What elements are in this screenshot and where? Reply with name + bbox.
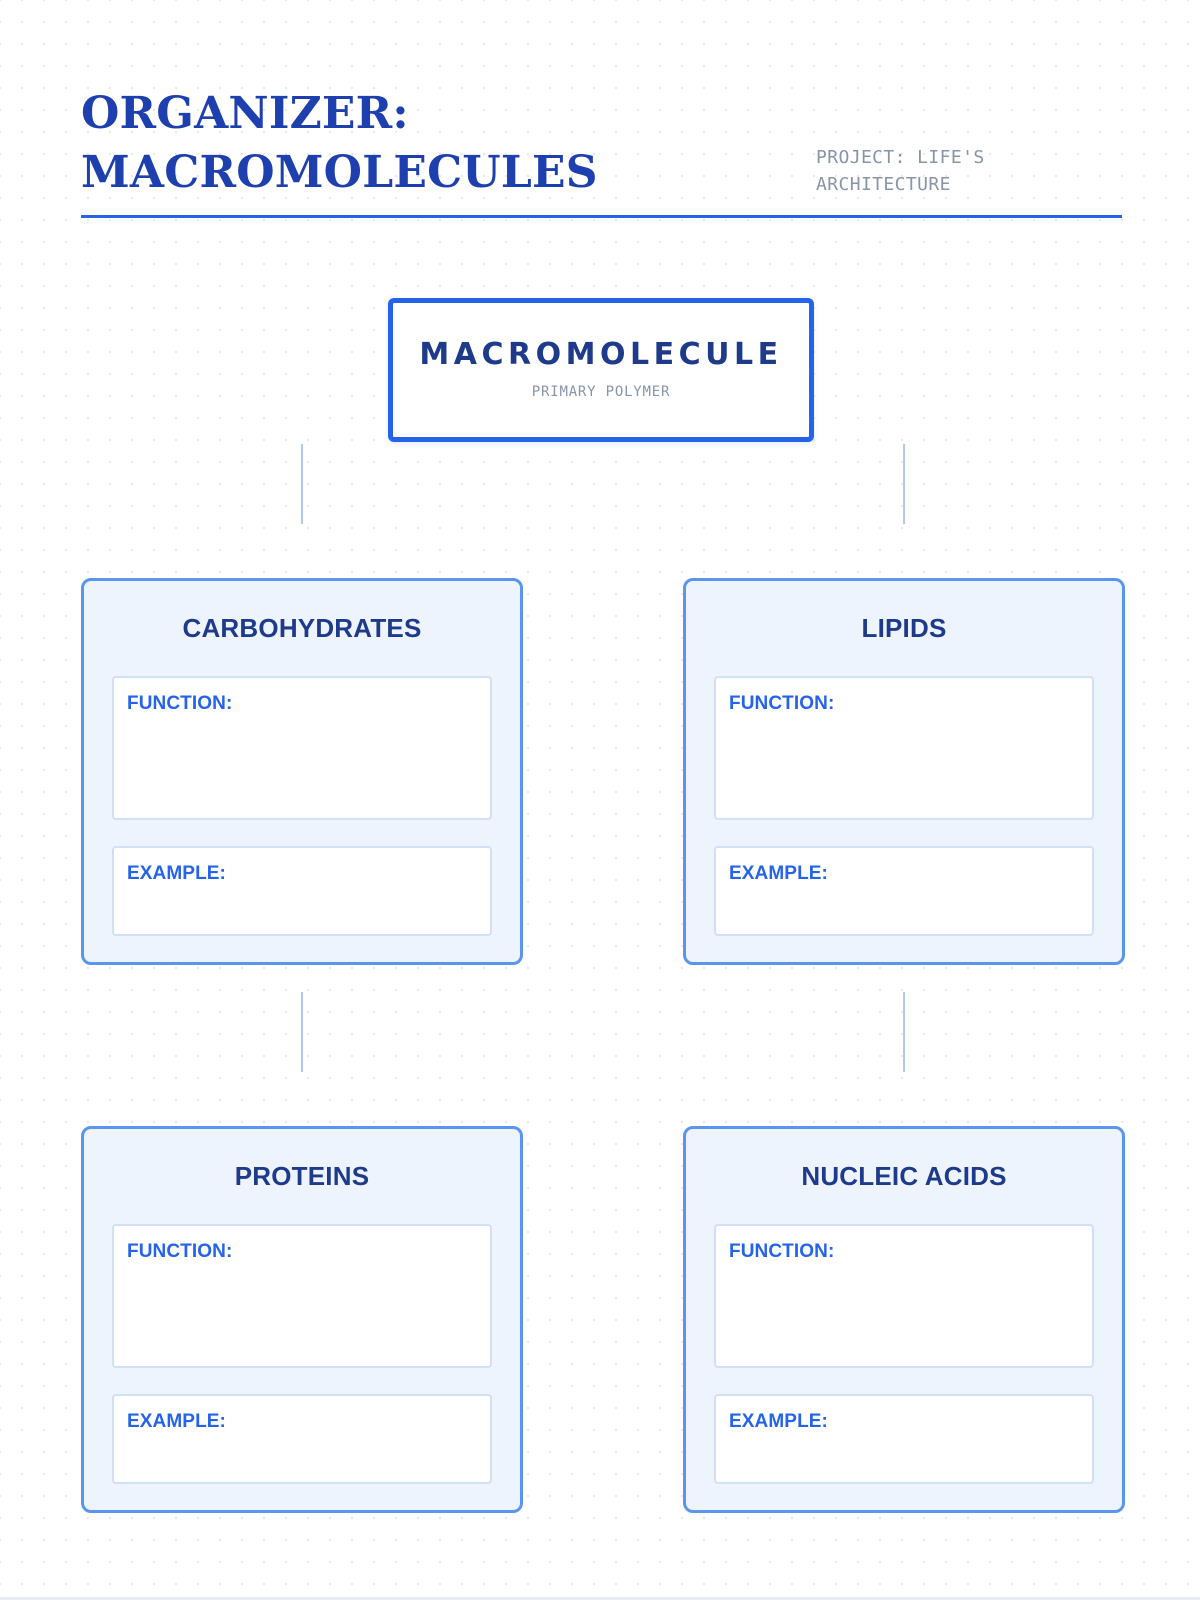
example-field[interactable] bbox=[714, 846, 1094, 936]
root-node-title: MACROMOLECULE bbox=[419, 337, 783, 372]
category-card-title: PROTEINS bbox=[234, 1161, 370, 1191]
root-node-subtitle: PRIMARY POLYMER bbox=[531, 384, 671, 400]
function-field[interactable] bbox=[112, 1224, 492, 1368]
page-title bbox=[81, 84, 721, 202]
category-card-lipids bbox=[683, 578, 1125, 965]
connector-line bbox=[903, 444, 905, 524]
category-card-title: NUCLEIC ACIDS bbox=[801, 1161, 1007, 1191]
function-field-label: FUNCTION: bbox=[127, 693, 233, 714]
function-field[interactable] bbox=[112, 676, 492, 820]
project-label-line-1: PROJECT: LIFE'S bbox=[816, 147, 985, 168]
function-field[interactable] bbox=[714, 1224, 1094, 1368]
example-field[interactable] bbox=[112, 846, 492, 936]
category-card-proteins bbox=[81, 1126, 523, 1513]
function-field-label: FUNCTION: bbox=[729, 693, 835, 714]
example-field[interactable] bbox=[714, 1394, 1094, 1484]
category-card-title: CARBOHYDRATES bbox=[182, 613, 422, 643]
example-field-label: EXAMPLE: bbox=[127, 863, 226, 884]
category-card-title: LIPIDS bbox=[861, 613, 947, 643]
example-field-label: EXAMPLE: bbox=[729, 863, 828, 884]
page-header bbox=[81, 84, 1122, 218]
root-node bbox=[388, 298, 814, 442]
connector-line bbox=[301, 992, 303, 1072]
project-label-line-2: ARCHITECTURE bbox=[816, 174, 951, 195]
connector-line bbox=[903, 992, 905, 1072]
function-field[interactable] bbox=[714, 676, 1094, 820]
example-field[interactable] bbox=[112, 1394, 492, 1484]
function-field-label: FUNCTION: bbox=[127, 1241, 233, 1262]
example-field-label: EXAMPLE: bbox=[127, 1411, 226, 1432]
category-card-carbohydrates bbox=[81, 578, 523, 965]
page-title-line-1: ORGANIZER: bbox=[81, 88, 409, 139]
function-field-label: FUNCTION: bbox=[729, 1241, 835, 1262]
connector-line bbox=[301, 444, 303, 524]
project-label bbox=[816, 144, 1056, 198]
example-field-label: EXAMPLE: bbox=[729, 1411, 828, 1432]
page-title-line-2: MACROMOLECULES bbox=[81, 147, 598, 198]
category-card-nucleic-acids bbox=[683, 1126, 1125, 1513]
